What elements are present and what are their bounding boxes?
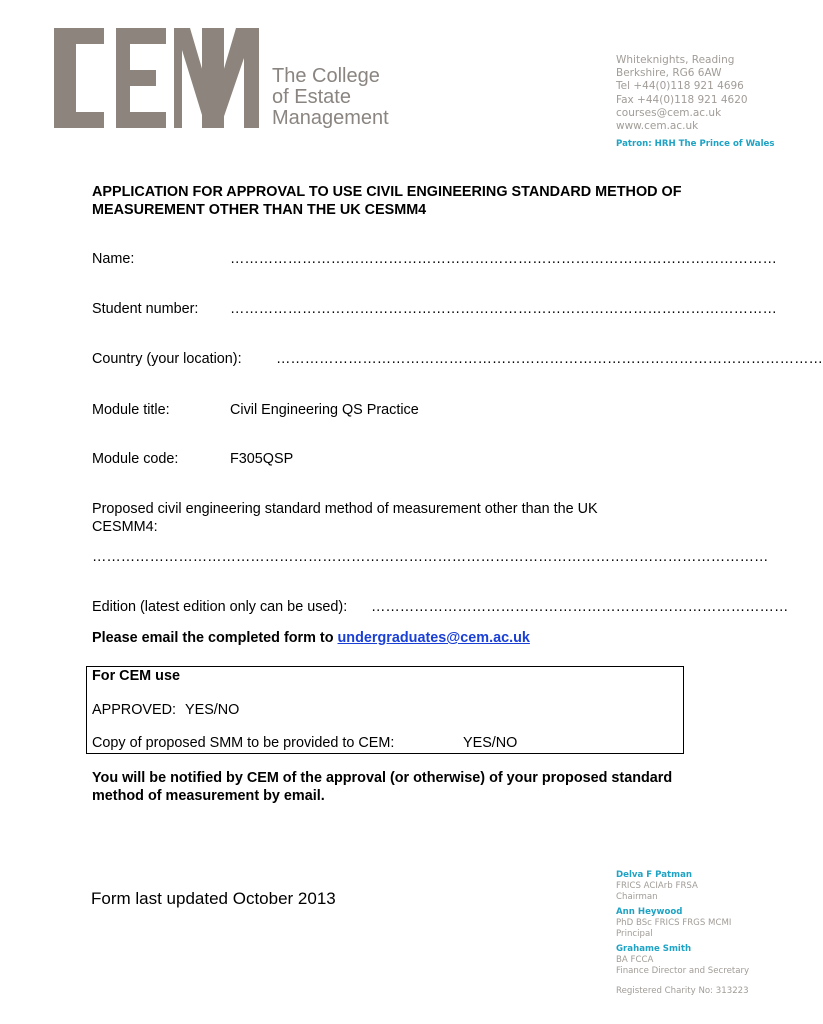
copy-smm-value: YES/NO	[463, 735, 518, 751]
approved-value: YES/NO	[185, 702, 240, 718]
edition-label: Edition (latest edition only can be used):	[92, 599, 348, 615]
officer-name: Grahame Smith	[616, 944, 692, 954]
officer-credentials: FRICS ACIArb FRSA	[616, 881, 698, 891]
student-number-label: Student number:	[92, 301, 199, 317]
officer-role: Finance Director and Secretary	[616, 966, 750, 976]
approved-label: APPROVED:	[92, 702, 176, 718]
officer-name: Delva F Patman	[616, 870, 693, 880]
address-line: Whiteknights, Reading	[616, 54, 735, 66]
copy-smm-label: Copy of proposed SMM to be provided to CEM:	[92, 735, 395, 751]
patron: Patron: HRH The Prince of Wales	[616, 139, 775, 149]
college-name	[272, 66, 389, 129]
edition-field[interactable]: ……………………………………………………………………………	[371, 599, 789, 615]
email-prefix: Please email the completed form to	[92, 630, 338, 646]
cem-logo	[54, 28, 259, 128]
charity-number: Registered Charity No: 313223	[616, 986, 749, 996]
country-field[interactable]: ……………………………………………………………………………………………………	[276, 351, 823, 367]
form-title: APPLICATION FOR APPROVAL TO USE CIVIL ENGINEERING STANDARD METHOD OF MEASUREMENT OTHER THAN THE UK CESMM4	[92, 184, 682, 218]
college-line: The College	[272, 65, 380, 87]
name-label: Name:	[92, 251, 135, 267]
officer-credentials: PhD BSc FRICS FRGS MCMI	[616, 918, 732, 928]
module-title-value: Civil Engineering QS Practice	[230, 402, 419, 418]
officer-role: Principal	[616, 929, 653, 939]
module-code-value: F305QSP	[230, 451, 294, 467]
name-field[interactable]: ……………………………………………………………………………………………………	[230, 251, 777, 267]
officers-list	[616, 870, 749, 977]
email-instruction	[92, 630, 530, 646]
college-line: of Estate	[272, 86, 351, 108]
student-number-field[interactable]: ……………………………………………………………………………………………………	[230, 301, 777, 317]
website-line[interactable]: www.cem.ac.uk	[616, 120, 699, 133]
form-updated-date: Form last updated October 2013	[91, 889, 336, 908]
email-link[interactable]: undergraduates@cem.ac.uk	[337, 630, 530, 646]
proposed-smm-field[interactable]: ……………………………………………………………………………………………………………………………	[92, 549, 769, 565]
officer-role: Chairman	[616, 892, 658, 902]
module-title-label: Module title:	[92, 402, 170, 418]
officer-name: Ann Heywood	[616, 907, 683, 917]
proposed-smm-label: Proposed civil engineering standard method of measurement other than the UK CESMM4:	[92, 501, 598, 535]
email-line[interactable]: courses@cem.ac.uk	[616, 106, 722, 119]
address-line: Berkshire, RG6 6AW	[616, 67, 722, 80]
cem-use-heading: For CEM use	[92, 668, 180, 684]
address-block	[616, 54, 748, 133]
notification-text: You will be notified by CEM of the approval (or otherwise) of your proposed standard method of measurement by email.	[92, 770, 673, 804]
country-label: Country (your location):	[92, 351, 242, 367]
module-code-label: Module code:	[92, 451, 179, 467]
phone-line: Tel +44(0)118 921 4696	[616, 80, 744, 93]
officer-credentials: BA FCCA	[616, 955, 654, 965]
fax-line: Fax +44(0)118 921 4620	[616, 93, 748, 106]
college-line: Management	[272, 107, 389, 129]
